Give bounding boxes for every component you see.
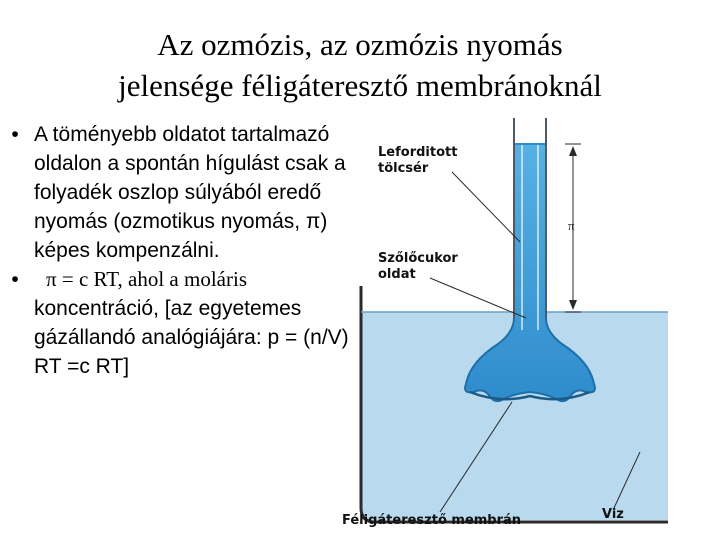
funnel-label-line-2: tölcsér bbox=[378, 161, 429, 176]
title-line-2: jelensége féligáteresztő membránoknál bbox=[118, 68, 602, 103]
slide-title bbox=[0, 24, 720, 106]
pi-label: π bbox=[568, 218, 575, 233]
bullet-item-formula bbox=[8, 265, 358, 381]
bullet-marker: • bbox=[11, 123, 19, 146]
solution-label-line-2: oldat bbox=[378, 267, 416, 282]
bullet-marker: • bbox=[11, 268, 19, 291]
bullet-list bbox=[8, 120, 358, 381]
title-line-1: Az ozmózis, az ozmózis nyomás bbox=[157, 27, 563, 62]
inverted-funnel-icon bbox=[465, 122, 595, 401]
water-label: Viz bbox=[602, 507, 624, 522]
funnel-label-line-1: Leforditott bbox=[378, 145, 458, 160]
osmosis-apparatus-diagram bbox=[334, 112, 668, 540]
bullet-text: koncentráció, [az egyetemes gázállandó analógiájára: bbox=[34, 297, 302, 349]
solution-label-line-1: Szőlőcukor bbox=[378, 251, 458, 266]
formula-line: π = c RT, ahol a moláris bbox=[46, 267, 247, 291]
membrane-label: Féligáteresztő membrán bbox=[342, 513, 522, 528]
bullet-text: A töményebb oldatot tartalmazó oldalon a spontán hígulást csak a folyadék oszlop súlyából eredő nyomás (ozmotikus nyomás, π) képes kompenzálni. bbox=[34, 123, 346, 262]
gas-law-formula: p = (n/V) RT =c RT] bbox=[34, 326, 349, 378]
funnel-leader-line bbox=[452, 172, 520, 242]
bullet-item-osmotic-pressure bbox=[8, 120, 358, 265]
